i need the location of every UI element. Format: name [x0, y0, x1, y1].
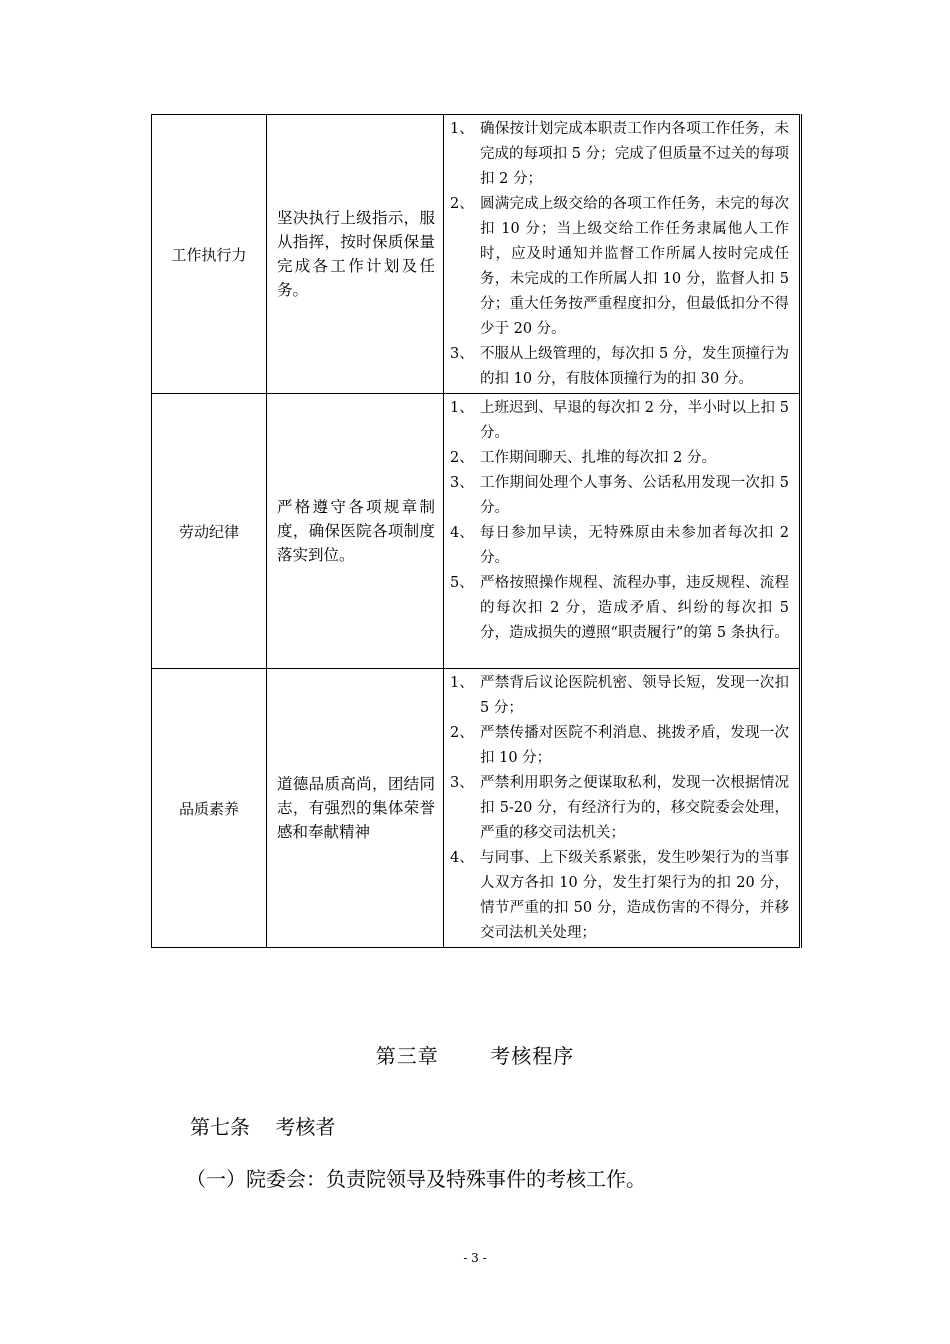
chapter-title: 第三章 考核程序 — [375, 1044, 575, 1068]
list-item — [450, 571, 789, 646]
item-number: 3、 — [450, 475, 474, 491]
requirement-cell: 道德品质高尚，团结同志，有强烈的集体荣誉感和奉献精神 — [267, 669, 444, 948]
list-item — [450, 471, 789, 521]
requirement-cell: 严格遵守各项规章制度，确保医院各项制度落实到位。 — [267, 394, 444, 669]
list-item — [450, 446, 789, 471]
item-text: 工作期间聊天、扎堆的每次扣 2 分。 — [480, 450, 716, 466]
item-text: 不服从上级管理的，每次扣 5 分，发生顶撞行为的扣 10 分，有肢体顶撞行为的扣 30 分。 — [480, 346, 789, 387]
item-number: 4、 — [450, 850, 474, 866]
item-text: 严禁背后议论医院机密、领导长短，发现一次扣 5 分； — [480, 675, 789, 716]
item-number: 3、 — [450, 775, 474, 791]
list-item — [450, 342, 789, 392]
item-text: 确保按计划完成本职责工作内各项工作任务，未完成的每项扣 5 分；完成了但质量不过关的每项扣 2 分； — [480, 121, 789, 187]
item-number: 4、 — [450, 525, 474, 541]
item-number: 1、 — [450, 121, 474, 137]
item-text: 工作期间处理个人事务、公话私用发现一次扣 5 分。 — [480, 475, 789, 516]
item-number: 1、 — [450, 675, 474, 691]
list-item — [450, 521, 789, 571]
item-number: 2、 — [450, 196, 474, 212]
item-number: 1、 — [450, 400, 474, 416]
assessment-table — [151, 114, 802, 948]
item-text: 严格按照操作规程、流程办事，违反规程、流程的每次扣 2 分，造成矛盾、纠纷的每次扣 5 分，造成损失的遵照“职责履行”的第 5 条执行。 — [480, 575, 789, 641]
item-cell: 品质素养 — [152, 669, 267, 948]
clause-text: （一）院委会：负责院领导及特殊事件的考核工作。 — [186, 1167, 646, 1191]
item-text: 上班迟到、早退的每次扣 2 分，半小时以上扣 5 分。 — [480, 400, 789, 441]
standards-list — [450, 396, 789, 646]
standards-cell — [444, 669, 801, 948]
item-number: 2、 — [450, 725, 474, 741]
list-item — [450, 771, 789, 846]
table-row — [152, 669, 801, 948]
requirement-cell: 坚决执行上级指示，服从指挥，按时保质保量完成各工作计划及任务。 — [267, 115, 444, 394]
standards-cell — [444, 115, 801, 394]
item-text: 每日参加早读，无特殊原由未参加者每次扣 2 分。 — [480, 525, 789, 566]
table-row — [152, 394, 801, 669]
item-text: 与同事、上下级关系紧张，发生吵架行为的当事人双方各扣 10 分，发生打架行为的扣 20 分，情节严重的扣 50 分，造成伤害的不得分，并移交司法机关处理； — [480, 850, 789, 941]
standards-list — [450, 671, 789, 946]
item-cell: 工作执行力 — [152, 115, 267, 394]
item-number: 2、 — [450, 450, 474, 466]
standards-cell — [444, 394, 801, 669]
standards-list — [450, 117, 789, 392]
list-item — [450, 396, 789, 446]
item-text: 圆满完成上级交给的各项工作任务，未完的每次扣 10 分；当上级交给工作任务隶属他人工作时，应及时通知并监督工作所属人按时完成任务，未完成的工作所属人扣 10 分，监督人扣 5 分；重大任务按严重程度扣分，但最低扣分不得少于 20 分。 — [480, 196, 789, 337]
item-cell: 劳动纪律 — [152, 394, 267, 669]
item-text: 严禁传播对医院不利消息、挑拨矛盾，发现一次扣 10 分； — [480, 725, 789, 766]
list-item — [450, 117, 789, 192]
list-item — [450, 721, 789, 771]
table-row — [152, 115, 801, 394]
list-item — [450, 192, 789, 342]
page-number: - 3 - — [463, 1251, 487, 1265]
list-item — [450, 671, 789, 721]
list-item — [450, 846, 789, 946]
item-text: 严禁利用职务之便谋取私利，发现一次根据情况扣 5-20 分，有经济行为的，移交院委会处理，严重的移交司法机关； — [480, 775, 789, 841]
article-title: 第七条 考核者 — [190, 1115, 336, 1139]
item-number: 5、 — [450, 575, 474, 591]
item-number: 3、 — [450, 346, 474, 362]
